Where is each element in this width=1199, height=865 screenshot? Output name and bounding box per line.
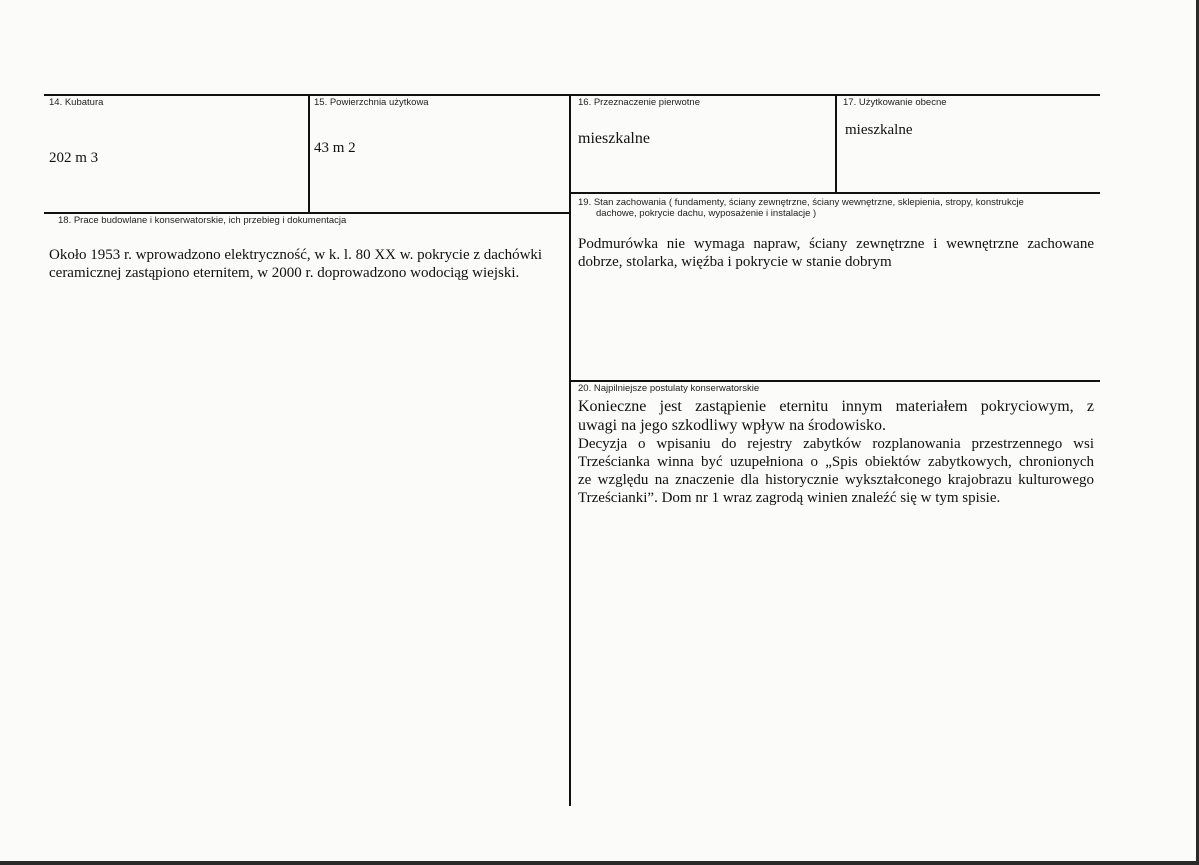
divider-14-15	[308, 94, 310, 212]
center-divider	[569, 94, 571, 806]
field-18-line: Około 1953 r. wprowadzono elektryczność, w k. l. 80 XX w. pokrycie z dachówki	[49, 247, 543, 263]
field-15-label: 15. Powierzchnia użytkowa	[314, 97, 429, 108]
field-19-line: Podmurówka nie wymaga napraw, ściany zewnętrzne i wewnętrzne zachowane	[578, 236, 1094, 252]
field-15-value: 43 m 2	[314, 140, 356, 156]
field-20-line: Trześcianka winna być uzupełniona o „Spis obiektów zabytkowych, chronionych	[578, 454, 1094, 470]
field-19-text	[578, 235, 1094, 271]
field-19-label-line: dachowe, pokrycie dachu, wyposażenie i instalacje )	[596, 208, 817, 219]
field-17-value: mieszkalne	[845, 122, 913, 138]
field-20-text	[578, 397, 1094, 507]
field-19-label-line: 19. Stan zachowania ( fundamenty, ściany zewnętrzne, ściany wewnętrzne, sklepienia, stropy, konstrukcje	[578, 197, 1024, 208]
field-20-line: Decyzja o wpisaniu do rejestry zabytków rozplanowania przestrzennego wsi	[578, 436, 1094, 452]
field-16-value: mieszkalne	[578, 130, 650, 147]
field-20-line: uwagi na jego szkodliwy wpływ na środowisko.	[578, 417, 886, 434]
field-20-line: Konieczne jest zastąpienie eternitu innym materiałem pokryciowym, z	[578, 398, 1094, 415]
field-20-label: 20. Najpilniejsze postulaty konserwatorskie	[578, 383, 760, 394]
field-19-label	[578, 197, 1098, 219]
border-above-19	[570, 192, 1100, 194]
field-14-value: 202 m 3	[49, 150, 99, 166]
field-17-label: 17. Użytkowanie obecne	[843, 97, 947, 108]
top-border	[44, 94, 1100, 96]
border-above-18	[44, 212, 570, 214]
field-19-line: dobrze, stolarka, więźba i pokrycie w stanie dobrym	[578, 254, 892, 270]
divider-16-17	[835, 94, 837, 192]
field-18-text	[49, 246, 569, 282]
field-18-line: ceramicznej zastąpiono eternitem, w 2000 r. doprowadzono wodociąg wiejski.	[49, 265, 520, 281]
field-14-label: 14. Kubatura	[49, 97, 104, 108]
field-16-label: 16. Przeznaczenie pierwotne	[578, 97, 700, 108]
border-above-20	[570, 380, 1100, 382]
scan-edge-bottom	[0, 861, 1199, 865]
field-20-line: ze względu na znaczenie dla historycznie wykształconego krajobrazu kulturowego	[578, 472, 1094, 488]
field-20-line: Trześcianki”. Dom nr 1 wraz zagrodą winien znaleźć się w tym spisie.	[578, 490, 1001, 506]
field-18-label: 18. Prace budowlane i konserwatorskie, ich przebieg i dokumentacja	[58, 215, 347, 226]
